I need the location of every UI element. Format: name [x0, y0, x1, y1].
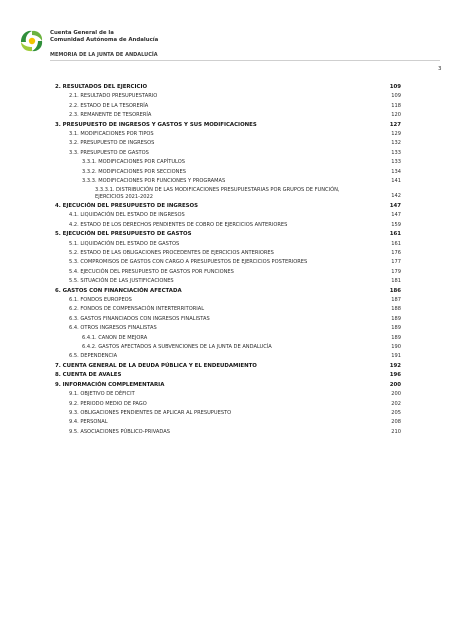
toc-entry-page: 189 [391, 325, 401, 332]
toc-entry-page: 129 [391, 131, 401, 138]
toc-entry[interactable] [55, 139, 401, 148]
toc-entry-page: 210 [391, 428, 401, 435]
toc-entry[interactable] [55, 92, 401, 101]
toc-entry-title: 4. EJECUCIÓN DEL PRESUPUESTO DE INGRESOS [55, 202, 199, 209]
toc-entry[interactable] [55, 390, 401, 399]
org-name-line1: Cuenta General de la [50, 30, 114, 36]
toc-entry-page: 120 [391, 112, 401, 119]
toc-entry-title: 6.4.1. CANON DE MEJORA [82, 334, 148, 341]
toc-entry-title: 3.3.3. MODIFICACIONES POR FUNCIONES Y PROGRAMAS [82, 178, 226, 185]
toc-section[interactable] [55, 287, 401, 296]
toc-entry-page: 192 [389, 362, 401, 369]
toc-entry-page: 118 [391, 102, 401, 109]
toc-entry[interactable] [55, 305, 401, 314]
toc-entry-page: 208 [391, 419, 401, 426]
toc-entry[interactable] [55, 343, 401, 352]
toc-entry[interactable] [55, 334, 401, 343]
toc-entry-page: 188 [391, 306, 401, 313]
toc-entry-title: 5.2. ESTADO DE LAS OBLIGACIONES PROCEDENTES DE EJERCICIOS ANTERIORES [69, 250, 274, 256]
toc-entry-page: 181 [391, 278, 401, 285]
toc-entry[interactable] [55, 428, 401, 437]
toc-entry[interactable] [55, 240, 401, 249]
toc-entry-title: 3.3.1. MODIFICACIONES POR CAPÍTULOS [82, 159, 185, 166]
toc-entry-title: 7. CUENTA GENERAL DE LA DEUDA PÚBLICA Y EL ENDEUDAMIENTO [55, 362, 257, 369]
toc-entry-title: 9.1. OBJETIVO DE DÉFICIT [69, 391, 135, 398]
toc-entry[interactable] [55, 352, 401, 361]
toc-entry-page: 142 [391, 193, 401, 200]
toc-entry-page: 200 [391, 391, 401, 398]
toc-entry[interactable] [55, 158, 401, 167]
header-divider [50, 60, 440, 61]
toc-entry-title: 5. EJECUCIÓN DEL PRESUPUESTO DE GASTOS [55, 231, 192, 238]
toc-entry-page: 147 [389, 202, 401, 209]
toc-entry-page: 141 [391, 178, 401, 185]
toc-entry-title: 9.2. PERIODO MEDIO DE PAGO [69, 400, 147, 407]
toc-entry-page: 134 [391, 168, 401, 175]
toc-entry-page: 109 [389, 84, 401, 90]
toc-entry-page: 179 [391, 268, 401, 275]
toc-section[interactable] [55, 371, 401, 380]
toc-entry-page: 205 [391, 409, 401, 416]
page-number: 3 [438, 66, 442, 72]
toc-section[interactable] [55, 202, 401, 211]
junta-andalucia-logo [18, 28, 46, 54]
toc-entry-title: 2. RESULTADOS DEL EJERCICIO [55, 84, 148, 90]
table-of-contents [55, 83, 401, 437]
toc-entry[interactable] [55, 296, 401, 305]
toc-entry-page: 177 [391, 259, 401, 266]
toc-entry[interactable] [55, 221, 401, 230]
toc-entry-title: 3.3.3.1. DISTRIBUCIÓN DE LAS MODIFICACIONES PRESUPUESTARIAS POR GRUPOS DE FUNCIÓN, EJERCICIOS 2021-2022 [95, 187, 340, 201]
toc-entry-page: 133 [391, 159, 401, 166]
toc-entry-title: 6.1. FONDOS EUROPEOS [69, 297, 132, 304]
toc-entry-page: 187 [391, 297, 401, 304]
toc-section[interactable] [55, 381, 401, 390]
toc-entry-page: 202 [391, 400, 401, 407]
toc-entry-title: 2.2. ESTADO DE LA TESORERÍA [69, 102, 149, 109]
toc-entry-title: 2.1. RESULTADO PRESUPUESTARIO [69, 93, 158, 100]
toc-entry-page: 147 [391, 212, 401, 219]
toc-entry[interactable] [55, 186, 401, 202]
toc-entry-title: 3.2. PRESUPUESTO DE INGRESOS [69, 140, 155, 147]
toc-entry-page: 133 [391, 149, 401, 156]
toc-entry[interactable] [55, 418, 401, 427]
toc-entry[interactable] [55, 130, 401, 139]
toc-entry[interactable] [55, 111, 401, 120]
toc-entry-title: 2.3. REMANENTE DE TESORERÍA [69, 112, 152, 119]
toc-entry-title: 6.2. FONDOS DE COMPENSACIÓN INTERTERRITORIAL [69, 306, 205, 313]
toc-entry-page: 176 [391, 250, 401, 256]
toc-entry-title: 9. INFORMACIÓN COMPLEMENTARIA [55, 381, 165, 388]
toc-entry[interactable] [55, 400, 401, 409]
toc-entry-title: 6.3. GASTOS FINANCIADOS CON INGRESOS FINALISTAS [69, 315, 210, 322]
toc-entry[interactable] [55, 177, 401, 186]
toc-entry-page: 109 [391, 93, 401, 100]
toc-entry-title: 6.4. OTROS INGRESOS FINALISTAS [69, 325, 157, 332]
toc-entry[interactable] [55, 149, 401, 158]
toc-entry[interactable] [55, 258, 401, 267]
toc-entry-page: 189 [391, 334, 401, 341]
toc-entry-title: 4.2. ESTADO DE LOS DERECHOS PENDIENTES DE COBRO DE EJERCICIOS ANTERIORES [69, 221, 288, 228]
toc-entry-page: 161 [391, 240, 401, 247]
toc-entry-title: 6. GASTOS CON FINANCIACIÓN AFECTADA [55, 287, 182, 294]
toc-entry-title: 3. PRESUPUESTO DE INGRESOS Y GASTOS Y SUS MODIFICACIONES [55, 121, 257, 128]
page-header [18, 26, 442, 72]
toc-entry-title: 3.3.2. MODIFICACIONES POR SECCIONES [82, 168, 186, 175]
toc-entry-page: 189 [391, 315, 401, 322]
toc-entry-page: 191 [391, 353, 401, 360]
toc-entry-title: 4.1. LIQUIDACIÓN DEL ESTADO DE INGRESOS [69, 212, 185, 219]
toc-entry-page: 196 [389, 372, 401, 379]
toc-entry-title: 9.3. OBLIGACIONES PENDIENTES DE APLICAR AL PRESUPUESTO [69, 409, 232, 416]
toc-entry-page: 190 [391, 344, 401, 351]
toc-section[interactable] [55, 83, 401, 92]
toc-entry-page: 132 [391, 140, 401, 147]
toc-entry-page: 186 [389, 287, 401, 294]
toc-entry-title: 6.4.2. GASTOS AFECTADOS A SUBVENCIONES DE LA JUNTA DE ANDALUCÍA [82, 344, 272, 351]
toc-entry-title: 5.4. EJECUCIÓN DEL PRESUPUESTO DE GASTOS POR FUNCIONES [69, 268, 234, 275]
toc-entry[interactable] [55, 409, 401, 418]
org-name-line2: Comunidad Autónoma de Andalucía [50, 37, 159, 43]
toc-entry[interactable] [55, 315, 401, 324]
toc-section[interactable] [55, 230, 401, 239]
document-subtitle: MEMORIA DE LA JUNTA DE ANDALUCÍA [50, 52, 158, 58]
toc-entry-title: 9.4. PERSONAL [69, 419, 108, 426]
toc-entry[interactable] [55, 168, 401, 177]
toc-section[interactable] [55, 362, 401, 371]
toc-entry-title: 5.5. SITUACIÓN DE LAS JUSTIFICACIONES [69, 278, 174, 285]
toc-entry[interactable] [55, 211, 401, 220]
toc-entry-page: 159 [391, 221, 401, 228]
toc-entry-page: 161 [389, 231, 401, 238]
toc-entry[interactable] [55, 277, 401, 286]
toc-entry[interactable] [55, 324, 401, 333]
toc-entry[interactable] [55, 102, 401, 111]
toc-entry-page: 200 [389, 381, 401, 388]
toc-entry-page: 127 [389, 121, 401, 128]
toc-entry-title: 5.3. COMPROMISOS DE GASTOS CON CARGO A PRESUPUESTOS DE EJERCICIOS POSTERIORES [69, 259, 308, 266]
toc-entry[interactable] [55, 249, 401, 258]
toc-section[interactable] [55, 121, 401, 130]
toc-entry-title: 6.5. DEPENDENCIA [69, 353, 118, 360]
toc-entry-title: 9.5. ASOCIACIONES PÚBLICO-PRIVADAS [69, 428, 170, 435]
toc-entry-title: 3.1. MODIFICACIONES POR TIPOS [69, 131, 154, 138]
toc-entry-title: 3.3. PRESUPUESTO DE GASTOS [69, 149, 149, 156]
toc-entry-title: 5.1. LIQUIDACIÓN DEL ESTADO DE GASTOS [69, 240, 180, 247]
toc-entry-title: 8. CUENTA DE AVALES [55, 372, 122, 379]
toc-entry[interactable] [55, 268, 401, 277]
